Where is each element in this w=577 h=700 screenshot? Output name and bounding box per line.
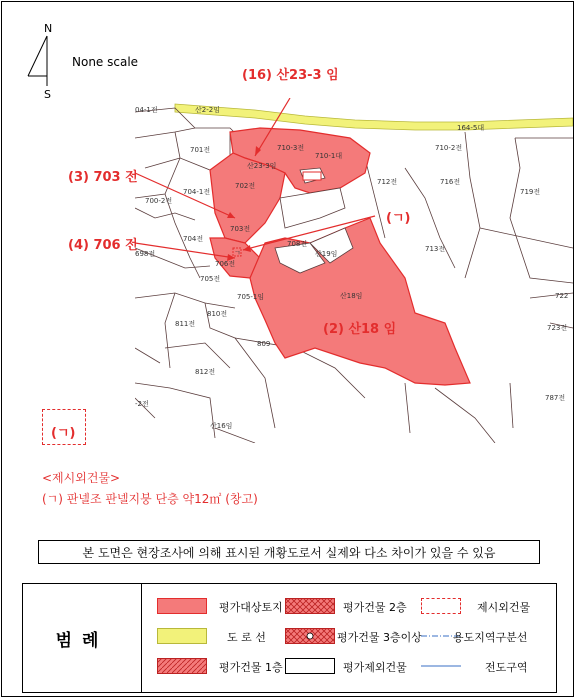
scale-text: None scale bbox=[72, 55, 139, 69]
parcel-label: 산19임 bbox=[315, 250, 338, 258]
swatch-target-land bbox=[157, 598, 207, 614]
parcel-label: 712전 bbox=[377, 178, 398, 186]
parcel-label: 산18임 bbox=[340, 292, 363, 300]
parcel-label: 산2-2임 bbox=[195, 106, 220, 114]
parcel-label: 722 bbox=[555, 292, 569, 300]
parcel-label: 710-2전 bbox=[435, 144, 463, 152]
legend: 범례 평가대상토지 평가건물 2층 제시외건물 도 로 선 평가건물 3층이상 용도지역구분선 평가건물 1층 평가제외건물 전도구역 bbox=[22, 583, 557, 693]
parcel-label: 723전 bbox=[547, 324, 568, 332]
parcel-label: 164-5대 bbox=[457, 124, 485, 132]
parcel-label: 810전 bbox=[207, 310, 228, 318]
outside-building-key-label: (ㄱ) bbox=[51, 426, 76, 441]
parcel-label: 719전 bbox=[520, 188, 541, 196]
swatch-excluded-building bbox=[285, 658, 335, 674]
parcel-label: -2전 bbox=[135, 400, 149, 408]
callout-3: (3) 703 전 bbox=[68, 170, 138, 185]
parcel-label: 705-1임 bbox=[237, 293, 265, 301]
parcel-label: 811전 bbox=[175, 320, 196, 328]
swatch-transfer-area bbox=[421, 658, 471, 674]
callout-g: (ㄱ) bbox=[386, 211, 411, 226]
parcel-label: 708전 bbox=[287, 240, 308, 248]
south-label: S bbox=[44, 88, 51, 101]
parcel-label: 812전 bbox=[195, 368, 216, 376]
road-band bbox=[175, 104, 573, 130]
note-title: <제시외건물> bbox=[42, 471, 121, 485]
parcel-label: 710-1대 bbox=[315, 152, 343, 160]
parcel-san18 bbox=[250, 218, 470, 385]
parcel-label: 산16임 bbox=[210, 422, 233, 430]
parcel-label: 706전 bbox=[215, 260, 236, 268]
north-label: N bbox=[44, 22, 53, 35]
disclaimer: 본 도면은 현장조사에 의해 표시된 개황도로서 실제와 다소 차이가 있을 수 있음 bbox=[38, 540, 540, 564]
swatch-building-2f bbox=[285, 598, 335, 614]
parcel-label: 산23-3임 bbox=[247, 162, 277, 170]
parcel-label: 704전 bbox=[183, 235, 204, 243]
parcel-label: 710-3전 bbox=[277, 144, 305, 152]
swatch-building-3f bbox=[285, 628, 335, 644]
north-arrow-icon bbox=[14, 22, 64, 102]
parcel-label: 809 bbox=[257, 340, 271, 348]
parcel-label: 704-1전 bbox=[183, 188, 211, 196]
parcel-label: 716전 bbox=[440, 178, 461, 186]
swatch-outside-building bbox=[421, 598, 461, 614]
parcel-label: 701전 bbox=[190, 146, 211, 154]
callout-2: (2) 산18 임 bbox=[323, 322, 397, 337]
road-marker bbox=[303, 172, 321, 180]
parcel-label: 705전 bbox=[200, 275, 221, 283]
parcel-label: 04-1전 bbox=[135, 106, 158, 114]
parcel-label: 702전 bbox=[235, 182, 256, 190]
cadastral-map bbox=[135, 98, 573, 443]
legend-title: 범례 bbox=[23, 584, 142, 692]
callout-4: (4) 706 전 bbox=[68, 238, 138, 253]
parcel-label: 713전 bbox=[425, 245, 446, 253]
north-arrow bbox=[14, 22, 64, 102]
note-line: (ㄱ) 판넬조 판넬지붕 단층 약12㎡ (창고) bbox=[42, 492, 258, 506]
swatch-road bbox=[157, 628, 207, 644]
parcel-label: 703전 bbox=[230, 225, 251, 233]
callout-16: (16) 산23-3 임 bbox=[242, 68, 339, 83]
parcel-label: ㄱ bbox=[234, 249, 241, 257]
parcel-label: 787전 bbox=[545, 394, 566, 402]
parcel-label: 700-2전 bbox=[145, 197, 173, 205]
parcel-label: 698전 bbox=[135, 250, 156, 258]
swatch-building-1f bbox=[157, 658, 207, 674]
